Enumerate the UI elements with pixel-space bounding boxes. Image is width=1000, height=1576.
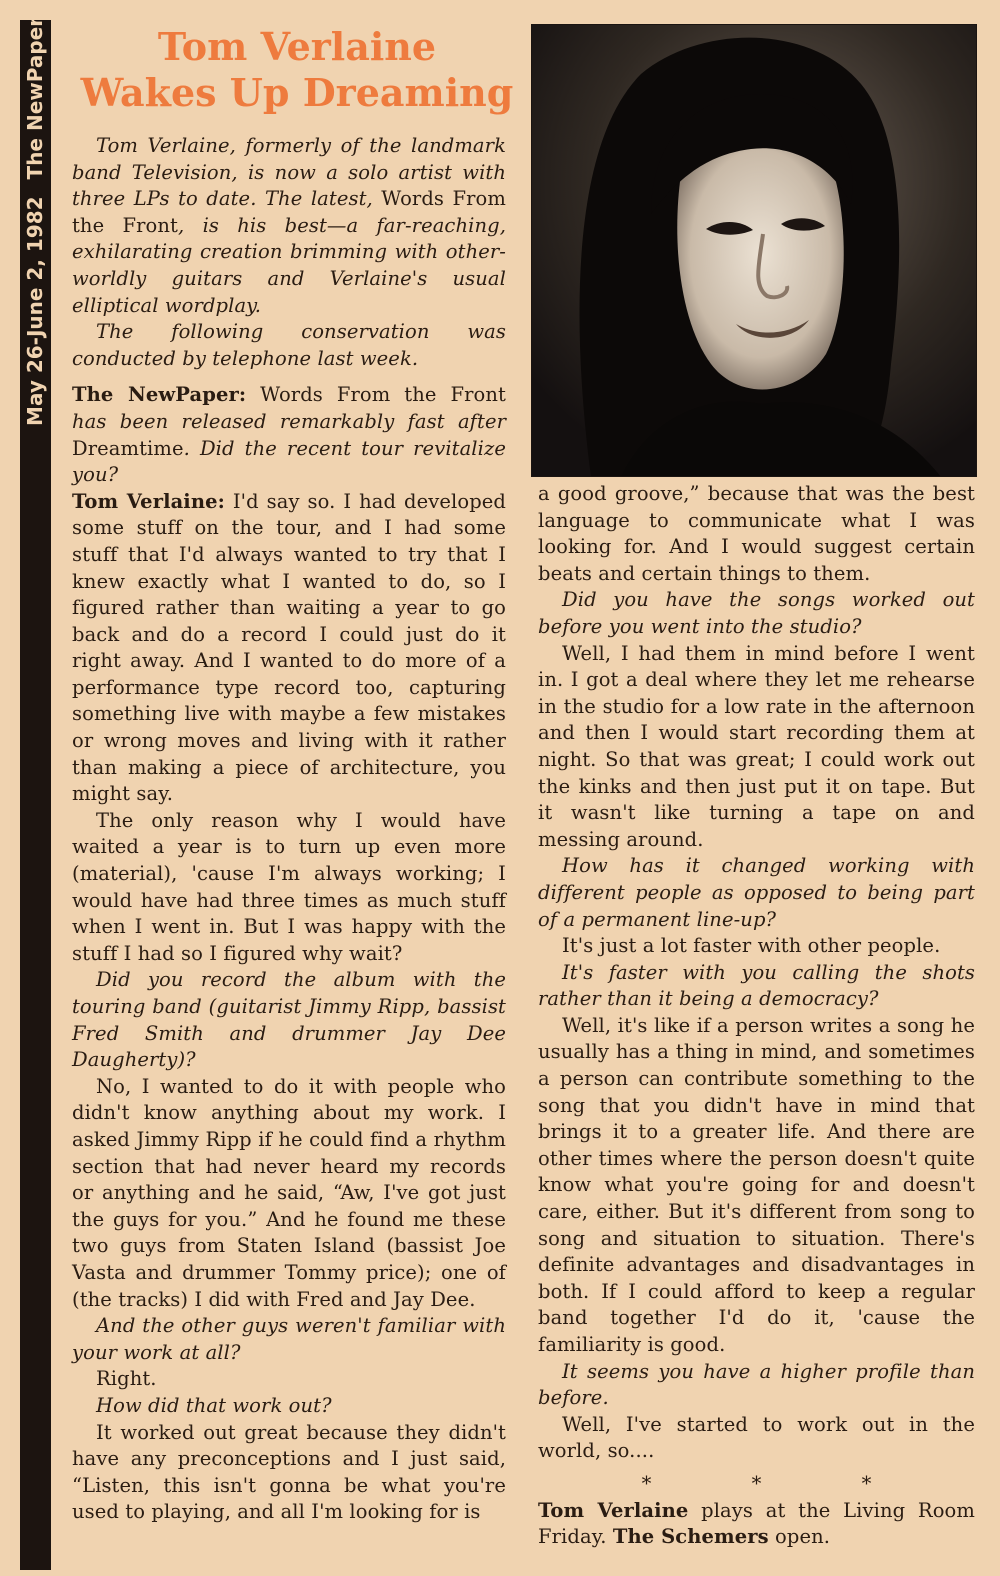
question-5: Did you have the songs worked out before you went into the studio? [538, 588, 975, 638]
answer-5: Well, I had them in mind before I went in. I got a deal where they let me rehearse in the studio for a low rate in the afternoon and then I would start recording them at night. So that was great; I could work out the kinks and then just put it on tape. But it wasn't like turning a tape on and messing around. [538, 641, 975, 851]
event-text-2: open. [768, 1525, 831, 1549]
answer-1 [72, 489, 506, 808]
question-6: How has it changed working with different people as opposed to being part of a permanent line-up? [538, 854, 975, 931]
intro-album-title: Words From the Front [72, 187, 506, 237]
answer-7: Well, it's like if a person writes a song he usually has a thing in mind, and sometimes a person can contribute something to the song that you didn't have in mind that brings it to a greater life. And there are other times where the person doesn't quite know what you're going for and doesn't care, either. But it's different from song to song and situation to situation. There's definite advantages and disadvantages in both. If I could afford to keep a regular band together I'd do it, 'cause the familiarity is good. [538, 1013, 975, 1356]
headline [72, 24, 522, 116]
q1-album-2: Dreamtime [72, 436, 184, 460]
issue-date: May 26-June 2, 1982 [23, 196, 47, 426]
event-text-1: plays at the Living Room Friday. [538, 1498, 975, 1549]
question-7: It's faster with you calling the shots rather than it being a democracy? [538, 960, 975, 1011]
article-column-left [72, 133, 506, 1526]
event-note [538, 1498, 975, 1551]
q1-mid: has been released remarkably fast after [72, 409, 506, 433]
headline-line-2: Wakes Up Dreaming [80, 70, 514, 115]
q1-album-1: Words From the Front [260, 383, 506, 407]
article-column-right [538, 481, 975, 1551]
answer-4: It worked out great because they didn't have any preconceptions and I just said, “Listen, this isn't gonna be what you're used to playing, and all I'm looking for is [72, 1420, 506, 1524]
event-opener: The Schemers [612, 1525, 769, 1549]
question-2: Did you record the album with the touring band (guitarist Jimmy Ripp, bassist Fred Smith and drummer Jay Dee Daugherty)? [72, 968, 506, 1072]
interviewee-label: Tom Verlaine: [72, 489, 225, 513]
intro-text-a: Tom Verlaine, formerly of the landmark band Television, is now a solo artist with three LPs to date. The latest, [72, 134, 506, 211]
headline-line-1: Tom Verlaine [157, 24, 437, 69]
answer-1-text: I'd say so. I had developed some stuff on the tour, and I had some stuff that I'd always wanted to try that I knew exactly what I wanted to do, so I figured rather than waiting a year to go back and do a record I could just do it right away. And I wanted to do more of a performance type record too, capturing something live with maybe a few mistakes or wrong moves and living with it rather than making a piece of architecture, you might say. [72, 489, 506, 806]
intro-paragraph [72, 133, 506, 319]
answer-8: Well, I've started to work out in the world, so.... [538, 1412, 975, 1463]
question-4: How did that work out? [96, 1393, 332, 1417]
separator-star: * [641, 1471, 652, 1495]
separator-star: * [861, 1471, 872, 1495]
answer-4-continued: a good groove,” because that was the best language to communicate what I was looking for. And I would suggest certain beats and certain things to them. [538, 482, 975, 585]
portrait-photo [531, 24, 977, 477]
q1-end: . Did the recent tour revitalize you? [72, 436, 506, 487]
intro-text-b: , is his best—a far-reaching, exhilarating creation brimming with other-worldly guitars and Verlaine's usual elliptical wordplay. [72, 213, 506, 317]
intro-paragraph-2: The following conservation was conducted by telephone last week. [72, 320, 506, 370]
interviewer-label: The NewPaper: [72, 383, 247, 407]
answer-2: No, I wanted to do it with people who didn't know anything about my work. I asked Jimmy Ripp if he could find a rhythm section that had never heard my records or anything and he said, “Aw, I've got just the guys for you.” And he found me these two guys from Staten Island (bassist Joe Vasta and drummer Tommy price); one of (the tracks) I did with Fred and Jay Dee. [72, 1074, 506, 1311]
answer-6: It's just a lot faster with other people. [562, 934, 941, 958]
answer-3: Right. [96, 1367, 157, 1391]
question-1 [72, 382, 506, 488]
answer-1b: The only reason why I would have waited a year is to turn up even more (material), 'cause I'm always working; I would have had three times as much stuff when I went in. But I was happy with the stuff I had so I figured why wait? [72, 808, 506, 965]
publication-name: The NewPaper [23, 16, 47, 180]
event-artist: Tom Verlaine [538, 1498, 689, 1522]
question-8: It seems you have a higher profile than before. [538, 1359, 975, 1410]
question-3: And the other guys weren't familiar with your work at all? [72, 1314, 506, 1364]
separator-star: * [751, 1471, 762, 1495]
sidebar-masthead [22, 0, 48, 498]
section-separator [538, 1471, 975, 1498]
